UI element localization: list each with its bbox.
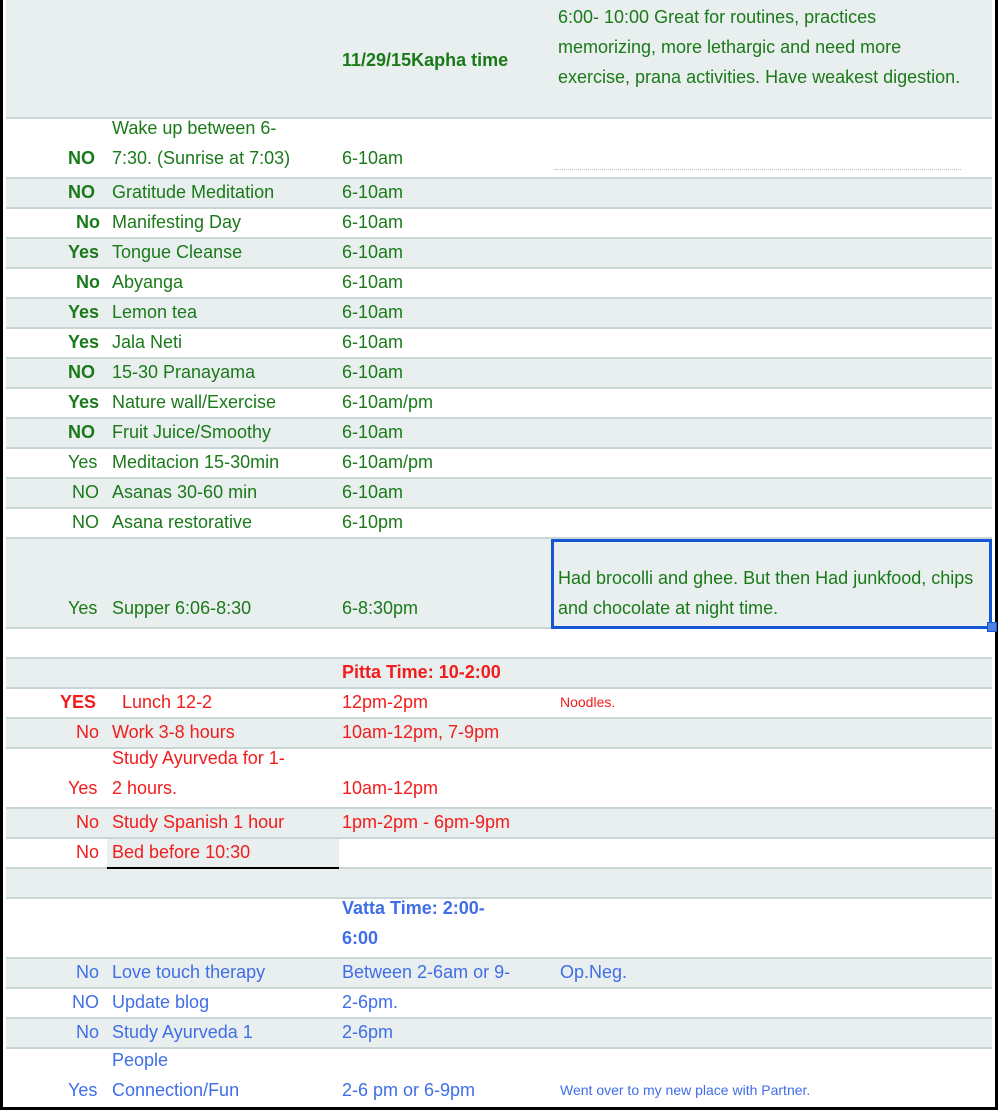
time-cell[interactable]: 6-10pm <box>342 512 404 532</box>
time-cell[interactable]: 6-10am <box>342 422 404 442</box>
task-cell[interactable]: Work 3-8 hours <box>112 722 235 742</box>
task-cell[interactable]: 15-30 Pranayama <box>112 362 256 382</box>
table-row[interactable] <box>6 329 992 359</box>
time-cell[interactable]: 6-10am <box>342 362 404 382</box>
status-cell[interactable]: Yes <box>68 392 100 412</box>
task-cell[interactable]: Meditacion 15-30min <box>112 452 280 472</box>
time-cell[interactable]: Between 2-6am or 9- <box>342 962 511 982</box>
task-cell[interactable]: Manifesting Day <box>112 212 242 232</box>
task-cell[interactable]: Study Ayurveda 1 <box>112 1022 253 1042</box>
time-cell[interactable]: 6-10am <box>342 272 404 292</box>
table-row[interactable] <box>6 419 992 449</box>
table-row[interactable] <box>6 179 992 209</box>
status-cell[interactable]: NO <box>68 422 95 442</box>
task-cell[interactable]: Asanas 30-60 min <box>112 482 258 502</box>
time-cell[interactable]: 6-10am <box>342 242 404 262</box>
time-cell[interactable]: 6-10am/pm <box>342 452 434 472</box>
time-cell[interactable]: 2-6pm. <box>342 992 399 1012</box>
vatta-heading-row[interactable] <box>6 899 992 959</box>
table-row[interactable] <box>6 959 992 989</box>
header-row[interactable] <box>6 0 992 119</box>
table-row[interactable] <box>6 449 992 479</box>
table-row[interactable] <box>6 119 992 179</box>
task-cell[interactable]: Nature wall/Exercise <box>112 392 277 412</box>
status-cell[interactable]: NO <box>68 148 95 168</box>
table-row[interactable] <box>6 209 992 239</box>
task-cell[interactable]: Bed before 10:30 <box>112 842 251 862</box>
status-cell[interactable]: Yes <box>68 778 98 798</box>
task-cell-line2[interactable]: 2 hours. <box>112 778 178 798</box>
status-cell[interactable]: NO <box>72 482 99 502</box>
task-cell[interactable]: Supper 6:06-8:30 <box>112 598 252 618</box>
empty-row[interactable] <box>6 629 992 659</box>
date-kapha-header[interactable]: 11/29/15Kapha time <box>342 50 509 70</box>
time-cell[interactable]: 2-6 pm or 6-9pm <box>342 1080 476 1100</box>
time-cell[interactable]: 6-10am <box>342 332 404 352</box>
status-cell[interactable]: Yes <box>68 598 98 618</box>
task-cell[interactable]: Jala Neti <box>112 332 183 352</box>
time-cell[interactable]: 1pm-2pm - 6pm-9pm <box>342 812 511 832</box>
task-cell[interactable]: Love touch therapy <box>112 962 266 982</box>
task-cell[interactable]: Abyanga <box>112 272 184 292</box>
table-row[interactable] <box>6 479 992 509</box>
pitta-heading-row[interactable] <box>6 659 992 689</box>
status-cell[interactable]: Yes <box>68 242 100 262</box>
task-cell[interactable]: Asana restorative <box>112 512 253 532</box>
table-row[interactable] <box>6 269 992 299</box>
task-cell[interactable]: Update blog <box>112 992 210 1012</box>
time-cell[interactable]: 6-10am <box>342 182 404 202</box>
kapha-description[interactable]: 6:00- 10:00 Great for routines, practices memorizing, more lethargic and need more exercise, prana activities. Have weakest digestion. <box>558 7 961 87</box>
status-cell[interactable]: NO <box>68 182 95 202</box>
time-cell[interactable]: 6-10am <box>342 482 404 502</box>
task-cell-line2[interactable]: Connection/Fun <box>112 1080 240 1100</box>
task-cell-line1[interactable]: Study Ayurveda for 1- <box>112 748 285 768</box>
task-cell[interactable]: Tongue Cleanse <box>112 242 243 262</box>
status-cell[interactable]: No <box>76 722 100 742</box>
status-cell[interactable]: Yes <box>68 332 100 352</box>
status-cell[interactable]: Yes <box>68 452 98 472</box>
table-row[interactable] <box>6 839 992 869</box>
pitta-heading[interactable]: Pitta Time: 10-2:00 <box>342 662 501 682</box>
note-cell[interactable]: Went over to my new place with Partner. <box>560 1082 811 1098</box>
status-cell[interactable]: NO <box>72 992 99 1012</box>
task-cell-line2[interactable]: 7:30. (Sunrise at 7:03) <box>112 148 291 168</box>
status-cell[interactable]: No <box>76 1022 100 1042</box>
table-row[interactable] <box>6 809 995 839</box>
task-cell[interactable]: Fruit Juice/Smoothy <box>112 422 272 442</box>
table-row[interactable] <box>6 359 992 389</box>
status-cell[interactable]: NO <box>72 512 99 532</box>
table-row[interactable] <box>6 239 992 269</box>
task-cell[interactable]: Gratitude Meditation <box>112 182 275 202</box>
time-cell[interactable]: 6-10am/pm <box>342 392 434 412</box>
status-cell[interactable]: No <box>76 272 100 292</box>
empty-row[interactable] <box>6 869 992 899</box>
task-cell[interactable]: Lemon tea <box>112 302 198 322</box>
task-cell[interactable]: Study Spanish 1 hour <box>112 812 285 832</box>
table-row[interactable] <box>6 689 992 719</box>
task-cell[interactable]: Lunch 12-2 <box>122 692 213 712</box>
table-row[interactable] <box>6 389 992 419</box>
status-cell[interactable]: Yes <box>68 302 100 322</box>
time-cell[interactable]: 10am-12pm, 7-9pm <box>342 722 500 742</box>
time-cell[interactable]: 6-10am <box>342 302 404 322</box>
time-cell[interactable]: 6-10am <box>342 212 404 232</box>
vatta-heading-line1[interactable]: Vatta Time: 2:00- <box>342 898 485 918</box>
table-row[interactable] <box>6 509 992 539</box>
status-cell[interactable]: No <box>76 842 100 862</box>
time-cell[interactable]: 2-6pm <box>342 1022 394 1042</box>
status-cell[interactable]: YES <box>60 692 97 712</box>
status-cell[interactable]: No <box>76 812 100 832</box>
note-cell[interactable]: Noodles. <box>560 694 616 710</box>
vatta-heading-line2[interactable]: 6:00 <box>342 928 379 948</box>
status-cell[interactable]: No <box>76 212 100 232</box>
selected-cell-outline <box>551 539 992 629</box>
table-row[interactable] <box>6 749 992 809</box>
time-cell[interactable]: 10am-12pm <box>342 778 439 798</box>
table-row[interactable] <box>6 299 992 329</box>
status-cell[interactable]: NO <box>68 362 95 382</box>
time-cell[interactable]: 12pm-2pm <box>342 692 429 712</box>
status-cell[interactable]: No <box>76 962 100 982</box>
table-row[interactable] <box>6 989 992 1019</box>
time-cell[interactable]: 6-10am <box>342 148 404 168</box>
time-cell[interactable]: 6-8:30pm <box>342 598 419 618</box>
note-cell[interactable]: Had brocolli and ghee. But then Had junkfood, chips and chocolate at night time. <box>558 568 974 618</box>
status-cell[interactable]: Yes <box>68 1080 98 1100</box>
task-cell-line1[interactable]: People <box>112 1050 169 1070</box>
table-row[interactable] <box>6 1049 992 1107</box>
note-cell[interactable]: Op.Neg. <box>560 962 628 982</box>
dotted-line <box>555 169 961 170</box>
task-cell-line1[interactable]: Wake up between 6- <box>112 118 277 138</box>
